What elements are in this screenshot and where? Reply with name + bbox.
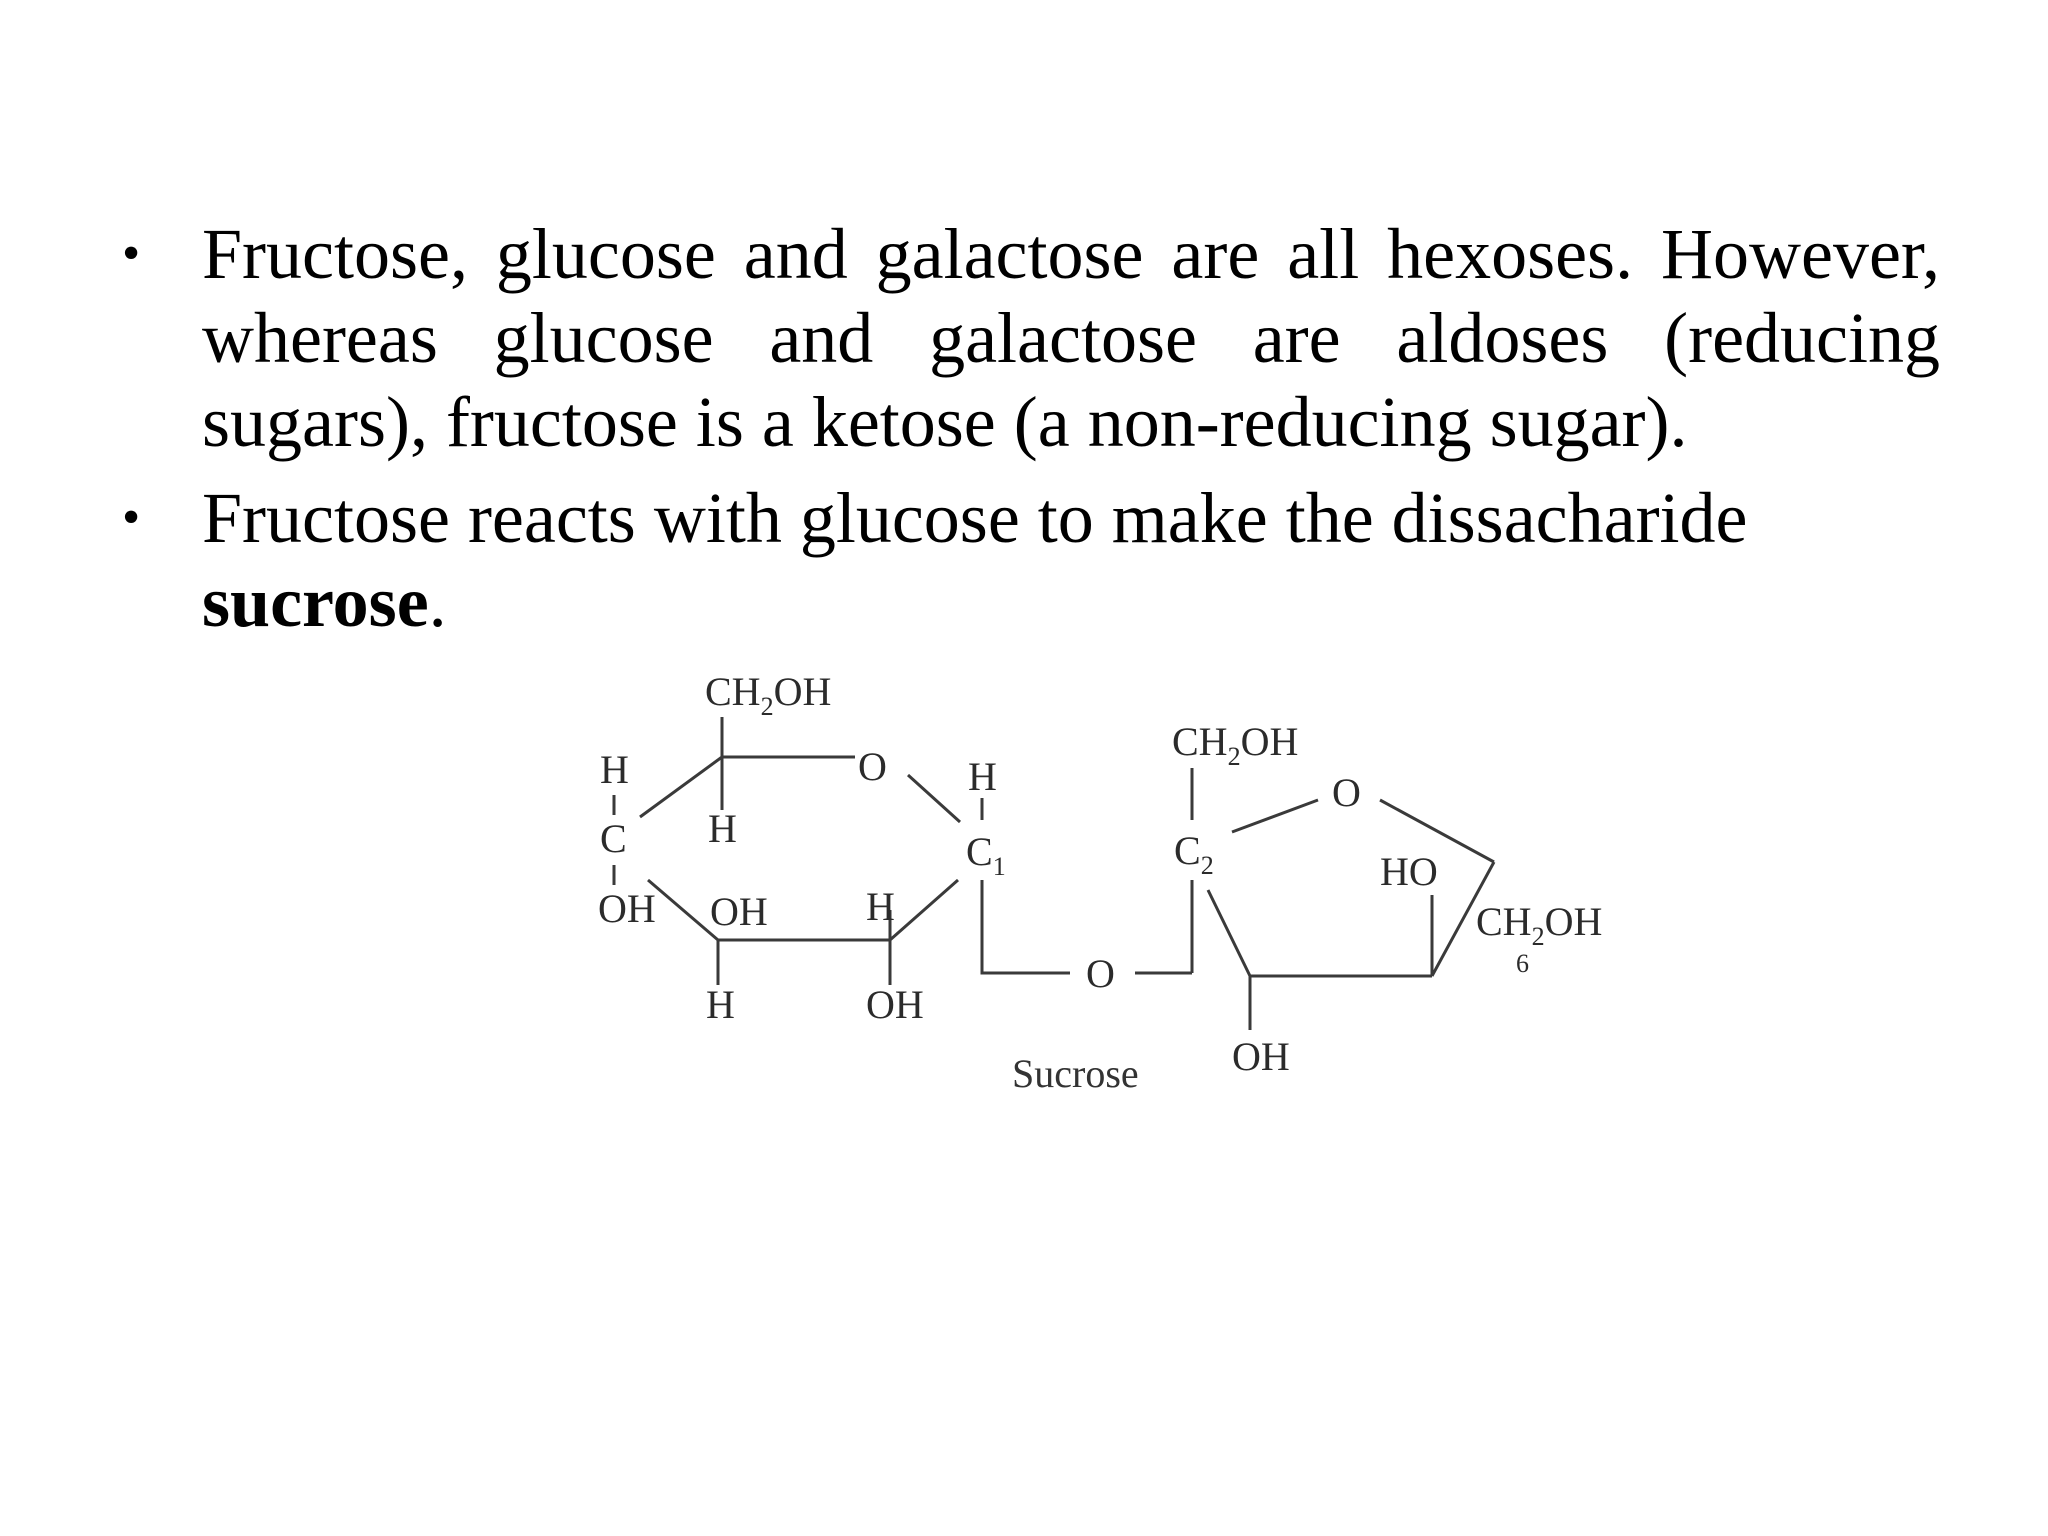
bullet-text: Fructose, glucose and galactose are all hexoses. However, whereas glucose and galactose are aldoses (reducing sugars), fructose is a ketose (a non-reducing sugar). (202, 214, 1940, 462)
bullet-bold-term: sucrose (202, 562, 429, 642)
bullet-text: Fructose reacts with glucose to make the dissacharide (202, 478, 1748, 558)
glycosidic-oxygen: O (1086, 951, 1115, 996)
fructose-ring-oxygen: O (1332, 770, 1361, 815)
fructose-ch2oh6-label: $CH_2OH$ (1476, 899, 1603, 951)
fructose-ho-label: HO (1380, 849, 1438, 894)
glucose-h-c1: H (968, 754, 997, 799)
glucose-ring-oxygen: O (858, 744, 887, 789)
glucose-h-inner: H (708, 806, 737, 851)
fructose-carbon-number: 6 (1516, 949, 1529, 978)
bullet-text-end: . (428, 562, 447, 642)
glucose-oh-inner: OH (710, 889, 768, 934)
fructose-ch2oh-label: $CH_2OH$ (1172, 719, 1299, 771)
glucose-c-left: C (600, 816, 627, 861)
glucose-c1-label: $C_1$ (966, 829, 1006, 881)
glucose-oh-left: OH (598, 886, 656, 931)
glucose-ch2oh-label: $CH_2OH$ (705, 669, 832, 721)
glucose-h-inner-right: H (866, 884, 895, 929)
glucose-oh-bottom: OH (866, 982, 924, 1027)
diagram-caption: Sucrose (1012, 1051, 1139, 1096)
bullet-marker: • (122, 489, 141, 546)
fructose-oh-bottom: OH (1232, 1034, 1290, 1079)
fructose-c2-label: $C_2$ (1174, 828, 1214, 880)
glucose-h-top-left: H (600, 747, 629, 792)
bullet-marker: • (122, 225, 141, 282)
glucose-h-bottom: H (706, 982, 735, 1027)
glucose-ring (614, 717, 1192, 985)
